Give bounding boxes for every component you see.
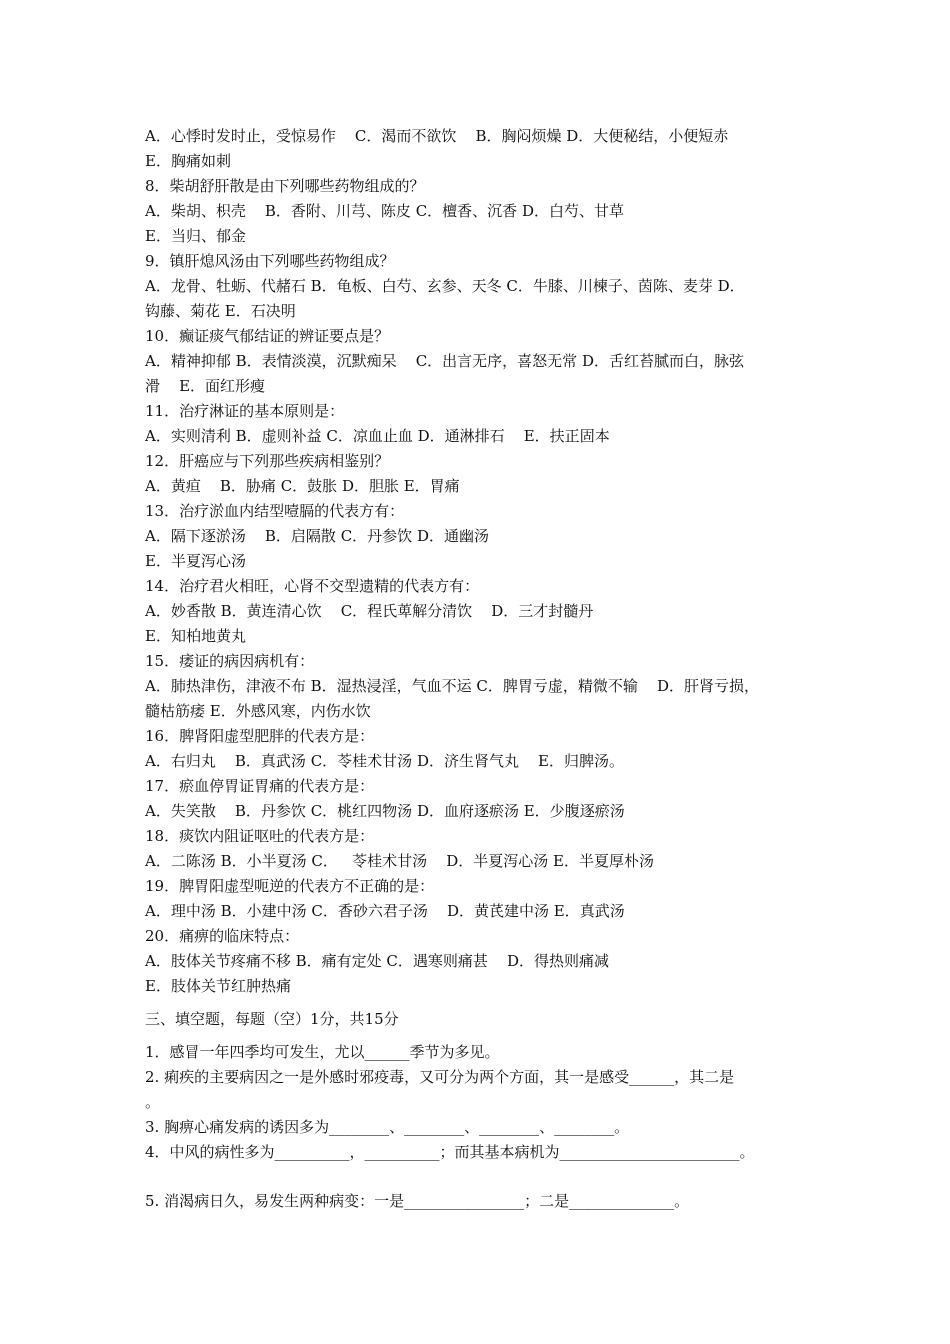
- text-line: A．实则清利 B．虚则补益 C．凉血止血 D．通淋排石 E．扶正固本: [145, 427, 610, 445]
- fill-blank-line: 2. 痢疾的主要病因之一是外感时邪疫毒，又可分为两个方面，其一是感受______，其二是: [145, 1068, 735, 1086]
- text-line: E．当归、郁金: [145, 227, 246, 245]
- text-line: A．肢体关节疼痛不移 B．痛有定处 C．遇寒则痛甚 D．得热则痛减: [145, 952, 609, 970]
- text-line: A．精神抑郁 B．表情淡漠，沉默痴呆 C．出言无序，喜怒无常 D．舌红苔腻而白，脉弦: [145, 352, 744, 370]
- fill-blank-line: 4．中风的病性多为__________，__________；而其基本病机为________________________。: [145, 1143, 755, 1161]
- text-line: A．右归丸 B．真武汤 C．苓桂术甘汤 D．济生肾气丸 E．归脾汤。: [145, 752, 624, 770]
- question-line: 20．痛痹的临床特点：: [145, 927, 300, 945]
- question-line: 14．治疗君火相旺，心肾不交型遗精的代表方有：: [145, 577, 480, 595]
- text-line: A．肺热津伤，津液不布 B．湿热浸淫，气血不运 C．脾胃亏虚，精微不输 D．肝肾亏损，: [145, 677, 759, 695]
- text-line: E．半夏泻心汤: [145, 552, 246, 570]
- text-line: A．失笑散 B．丹参饮 C．桃红四物汤 D．血府逐瘀汤 E．少腹逐瘀汤: [145, 802, 625, 820]
- section-heading: 三、填空题，每题（空）1分，共15分: [145, 1010, 399, 1028]
- text-line: 钩藤、菊花 E．石决明: [145, 302, 296, 320]
- text-line: 滑 E．面红形瘦: [145, 377, 266, 395]
- question-line: 8．柴胡舒肝散是由下列哪些药物组成的？: [145, 177, 425, 195]
- text-line: 。: [145, 1093, 161, 1111]
- question-line: 12．肝癌应与下列那些疾病相鉴别？: [145, 452, 390, 470]
- text-line: E．肢体关节红肿热痛: [145, 977, 291, 995]
- question-line: 16．脾肾阳虚型肥胖的代表方是：: [145, 727, 375, 745]
- text-line: A．隔下逐淤汤 B．启隔散 C．丹参饮 D．通幽汤: [145, 527, 489, 545]
- question-line: 18．痰饮内阻证呕吐的代表方是：: [145, 827, 375, 845]
- fill-blank-line: 5. 消渴病日久，易发生两种病变：一是________________；二是______________。: [145, 1192, 690, 1210]
- question-line: 17．瘀血停胃证胃痛的代表方是：: [145, 777, 375, 795]
- text-line: A．妙香散 B．黄连清心饮 C．程氏萆解分清饮 D．三才封髓丹: [145, 602, 594, 620]
- question-line: 15．痿证的病因病机有：: [145, 652, 315, 670]
- text-line: A．二陈汤 B．小半夏汤 C． 苓桂术甘汤 D．半夏泻心汤 E．半夏厚朴汤: [145, 852, 654, 870]
- question-line: 9．镇肝熄风汤由下列哪些药物组成？: [145, 252, 395, 270]
- question-line: 10．癫证痰气郁结证的辨证要点是？: [145, 327, 390, 345]
- question-line: 19．脾胃阳虚型呃逆的代表方不正确的是：: [145, 877, 435, 895]
- text-line: E．胸痛如刺: [145, 152, 231, 170]
- text-line: A．黄疸 B．胁痛 C．鼓胀 D．胆胀 E．胃痛: [145, 477, 460, 495]
- text-line: E．知柏地黄丸: [145, 627, 246, 645]
- text-line: A．龙骨、牡蛎、代赭石 B．龟板、白芍、玄参、天冬 C．牛膝、川楝子、茵陈、麦芽 D．: [145, 277, 745, 295]
- fill-blank-line: 1．感冒一年四季均可发生，尤以______季节为多见。: [145, 1043, 500, 1061]
- question-line: 13．治疗淤血内结型噎膈的代表方有：: [145, 502, 405, 520]
- question-line: 11．治疗淋证的基本原则是：: [145, 402, 345, 420]
- text-line: A．心悸时发时止，受惊易作 C．渴而不欲饮 B．胸闷烦燥 D．大便秘结，小便短赤: [145, 127, 729, 145]
- text-line: 髓枯筋痿 E．外感风寒，内伤水饮: [145, 702, 371, 720]
- text-line: A．理中汤 B．小建中汤 C．香砂六君子汤 D．黄芪建中汤 E．真武汤: [145, 902, 625, 920]
- text-line: A．柴胡、枳壳 B．香附、川芎、陈皮 C．檀香、沉香 D．白芍、甘草: [145, 202, 624, 220]
- fill-blank-line: 3. 胸痹心痛发病的诱因多为________、________、________、________。: [145, 1118, 630, 1136]
